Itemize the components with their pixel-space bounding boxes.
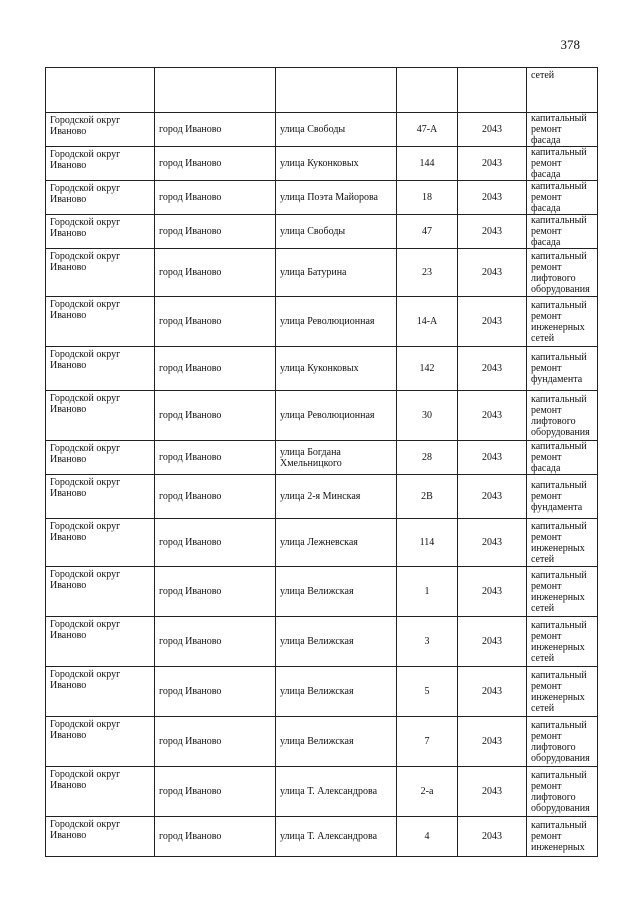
cell-city: [155, 68, 276, 113]
cell-district: Городской округ Иваново: [46, 347, 155, 391]
cell-district: Городской округ Иваново: [46, 147, 155, 181]
cell-district: Городской округ Иваново: [46, 567, 155, 617]
cell-street: улица Велижская: [276, 617, 397, 667]
cell-city: город Иваново: [155, 519, 276, 567]
table-row: [46, 617, 598, 667]
cell-year: 2043: [458, 215, 527, 249]
cell-year: 2043: [458, 717, 527, 767]
cell-city: город Иваново: [155, 441, 276, 475]
cell-city: город Иваново: [155, 817, 276, 857]
cell-year: 2043: [458, 475, 527, 519]
cell-work: капитальный ремонт лифтового оборудования: [527, 391, 598, 441]
table-row: [46, 249, 598, 297]
table-row: [46, 113, 598, 147]
table-row: [46, 147, 598, 181]
cell-year: 2043: [458, 617, 527, 667]
cell-work: капитальный ремонт инженерных: [527, 817, 598, 857]
cell-street: [276, 68, 397, 113]
cell-district: Городской округ Иваново: [46, 181, 155, 215]
cell-district: Городской округ Иваново: [46, 249, 155, 297]
cell-house: 47-А: [397, 113, 458, 147]
cell-street: улица Поэта Майорова: [276, 181, 397, 215]
cell-house: 5: [397, 667, 458, 717]
cell-city: город Иваново: [155, 717, 276, 767]
cell-district: Городской округ Иваново: [46, 113, 155, 147]
cell-work: капитальный ремонт инженерных сетей: [527, 617, 598, 667]
cell-city: город Иваново: [155, 667, 276, 717]
cell-house: 2В: [397, 475, 458, 519]
cell-house: 7: [397, 717, 458, 767]
table-row: [46, 475, 598, 519]
cell-city: город Иваново: [155, 181, 276, 215]
cell-work: капитальный ремонт фасада: [527, 147, 598, 181]
cell-district: Городской округ Иваново: [46, 391, 155, 441]
cell-year: 2043: [458, 667, 527, 717]
table-row: [46, 215, 598, 249]
cell-district: Городской округ Иваново: [46, 817, 155, 857]
cell-work: капитальный ремонт лифтового оборудования: [527, 249, 598, 297]
repair-schedule-table: [45, 67, 598, 857]
continuation-row: [46, 68, 598, 113]
table-row: [46, 347, 598, 391]
cell-house: [397, 68, 458, 113]
cell-house: 28: [397, 441, 458, 475]
cell-work: капитальный ремонт фасада: [527, 181, 598, 215]
cell-city: город Иваново: [155, 475, 276, 519]
table-row: [46, 667, 598, 717]
cell-city: город Иваново: [155, 249, 276, 297]
cell-district: [46, 68, 155, 113]
cell-work: капитальный ремонт лифтового оборудования: [527, 717, 598, 767]
cell-house: 4: [397, 817, 458, 857]
cell-house: 3: [397, 617, 458, 667]
cell-work: капитальный ремонт фундамента: [527, 347, 598, 391]
cell-year: 2043: [458, 297, 527, 347]
cell-district: Городской округ Иваново: [46, 519, 155, 567]
cell-house: 114: [397, 519, 458, 567]
cell-district: Городской округ Иваново: [46, 667, 155, 717]
cell-house: 14-А: [397, 297, 458, 347]
cell-street: улица Революционная: [276, 297, 397, 347]
cell-work: капитальный ремонт инженерных сетей: [527, 297, 598, 347]
table-row: [46, 181, 598, 215]
cell-work: капитальный ремонт инженерных сетей: [527, 667, 598, 717]
table-row: [46, 441, 598, 475]
cell-work: капитальный ремонт фасада: [527, 215, 598, 249]
cell-work: капитальный ремонт инженерных сетей: [527, 519, 598, 567]
table-row: [46, 717, 598, 767]
cell-year: 2043: [458, 391, 527, 441]
cell-city: город Иваново: [155, 567, 276, 617]
cell-street: улица Велижская: [276, 667, 397, 717]
cell-city: город Иваново: [155, 297, 276, 347]
cell-work: капитальный ремонт инженерных сетей: [527, 567, 598, 617]
table-body: [46, 68, 598, 857]
cell-house: 142: [397, 347, 458, 391]
cell-street: улица Т. Александрова: [276, 767, 397, 817]
cell-city: город Иваново: [155, 215, 276, 249]
cell-district: Городской округ Иваново: [46, 297, 155, 347]
cell-year: 2043: [458, 817, 527, 857]
cell-district: Городской округ Иваново: [46, 767, 155, 817]
table-row: [46, 567, 598, 617]
table-row: [46, 297, 598, 347]
cell-street: улица Т. Александрова: [276, 817, 397, 857]
cell-district: Городской округ Иваново: [46, 717, 155, 767]
cell-city: город Иваново: [155, 113, 276, 147]
cell-street: улица Богдана Хмельницкого: [276, 441, 397, 475]
page-number: 378: [560, 37, 580, 52]
table-row: [46, 391, 598, 441]
cell-street: улица Свободы: [276, 215, 397, 249]
cell-street: улица Свободы: [276, 113, 397, 147]
cell-city: город Иваново: [155, 617, 276, 667]
cell-street: улица Куконковых: [276, 147, 397, 181]
cell-year: 2043: [458, 113, 527, 147]
cell-year: 2043: [458, 567, 527, 617]
table-row: [46, 817, 598, 857]
cell-year: [458, 68, 527, 113]
cell-street: улица Батурина: [276, 249, 397, 297]
cell-year: 2043: [458, 249, 527, 297]
cell-street: улица 2-я Минская: [276, 475, 397, 519]
cell-house: 18: [397, 181, 458, 215]
cell-year: 2043: [458, 441, 527, 475]
cell-street: улица Велижская: [276, 717, 397, 767]
cell-work: капитальный ремонт лифтового оборудования: [527, 767, 598, 817]
cell-city: город Иваново: [155, 147, 276, 181]
cell-district: Городской округ Иваново: [46, 441, 155, 475]
cell-year: 2043: [458, 181, 527, 215]
cell-district: Городской округ Иваново: [46, 215, 155, 249]
cell-house: 23: [397, 249, 458, 297]
cell-street: улица Революционная: [276, 391, 397, 441]
table-row: [46, 519, 598, 567]
cell-city: город Иваново: [155, 767, 276, 817]
cell-house: 47: [397, 215, 458, 249]
cell-work: сетей: [527, 68, 598, 113]
cell-house: 2-а: [397, 767, 458, 817]
cell-district: Городской округ Иваново: [46, 617, 155, 667]
cell-house: 1: [397, 567, 458, 617]
cell-year: 2043: [458, 519, 527, 567]
cell-street: улица Куконковых: [276, 347, 397, 391]
cell-city: город Иваново: [155, 391, 276, 441]
cell-city: город Иваново: [155, 347, 276, 391]
cell-district: Городской округ Иваново: [46, 475, 155, 519]
cell-year: 2043: [458, 767, 527, 817]
cell-street: улица Лежневская: [276, 519, 397, 567]
cell-house: 144: [397, 147, 458, 181]
table-row: [46, 767, 598, 817]
cell-house: 30: [397, 391, 458, 441]
cell-work: капитальный ремонт фасада: [527, 113, 598, 147]
cell-street: улица Велижская: [276, 567, 397, 617]
cell-work: капитальный ремонт фасада: [527, 441, 598, 475]
cell-work: капитальный ремонт фундамента: [527, 475, 598, 519]
cell-year: 2043: [458, 347, 527, 391]
cell-year: 2043: [458, 147, 527, 181]
